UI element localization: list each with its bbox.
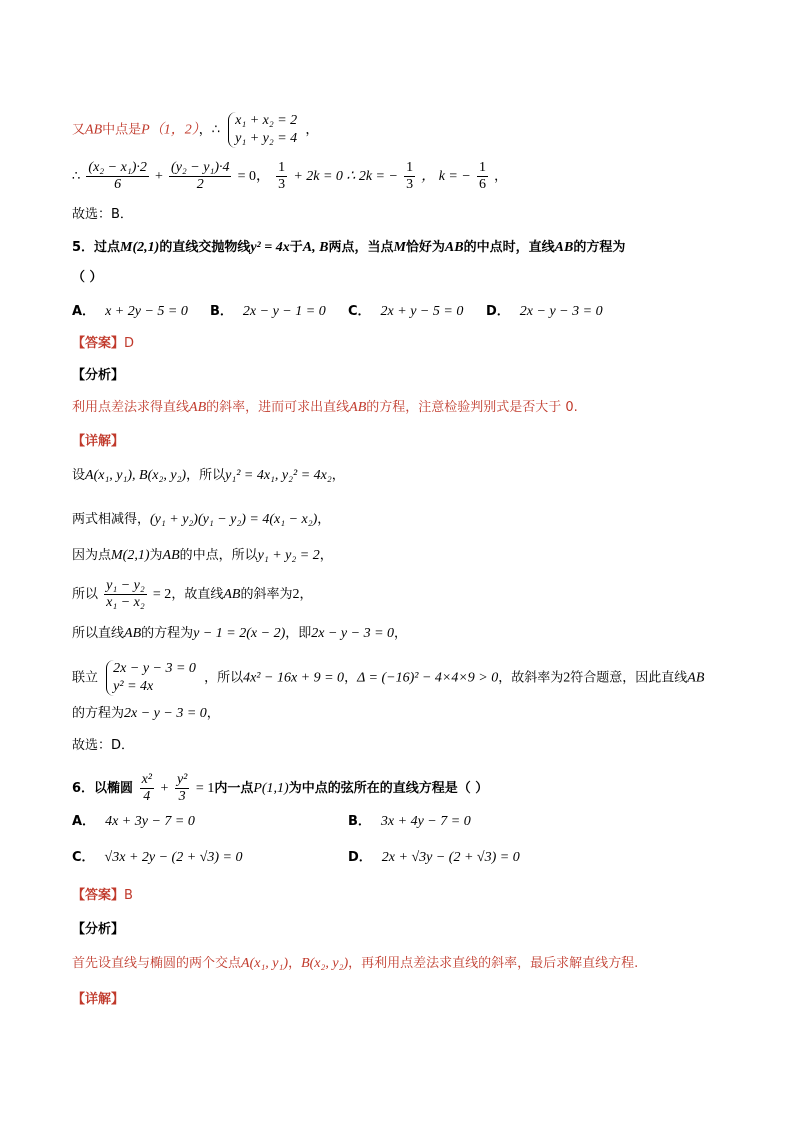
text: ，再利用点差法求直线的斜率，最后求解直线方程. <box>348 956 639 971</box>
math: AB <box>444 240 464 255</box>
option-label: B． <box>210 304 233 319</box>
option-text: 2x + √3y − (2 + √3) = 0 <box>381 850 520 865</box>
q6-option-a[interactable] <box>72 812 195 832</box>
math: A(x₁, y₁), B(x₂, y₂) <box>85 468 187 483</box>
text: ， <box>319 548 333 563</box>
math: 2x − y − 3 = 0 <box>311 626 395 641</box>
text: 的中点，所以 <box>179 548 258 563</box>
math: = 2 <box>152 587 172 602</box>
detail-tag: 【详解】 <box>72 992 125 1007</box>
text: 恰好为 <box>405 240 445 255</box>
text: ，∴ <box>198 122 220 138</box>
text: 所以 <box>72 587 99 602</box>
q5-detail-7 <box>72 704 220 724</box>
math: ， k = − <box>421 169 471 184</box>
q6-option-b[interactable] <box>348 812 471 832</box>
fraction <box>104 578 147 611</box>
text: ∴ <box>72 169 81 184</box>
option-label: D． <box>486 304 510 319</box>
option-text: x + 2y − 5 = 0 <box>105 304 188 319</box>
q5-detail-5 <box>72 624 407 644</box>
answer-tag: 【答案】 <box>72 888 125 903</box>
text: 内一点 <box>214 781 254 796</box>
plus: + <box>155 169 163 184</box>
denominator: 2 <box>196 177 204 192</box>
math: y₁ + y₂ = 2 <box>257 548 320 563</box>
q6-option-c[interactable] <box>72 848 242 868</box>
text: ， <box>494 169 508 184</box>
math: y − 1 = 2(x − 2) <box>193 626 286 641</box>
text: 为 <box>149 548 163 563</box>
text: ， <box>288 956 302 971</box>
text: ， <box>344 670 358 686</box>
fraction <box>169 160 231 193</box>
q5-choice: 故选：D． <box>72 738 135 753</box>
intro-line-2 <box>72 160 507 193</box>
q6-answer <box>72 886 133 906</box>
option-text: √3x + 2y − (2 + √3) = 0 <box>104 850 243 865</box>
q5-analysis <box>72 398 578 418</box>
math: AB <box>85 122 103 138</box>
q6-detail-tag <box>72 990 124 1010</box>
math: A(x₁, y₁) <box>241 956 289 971</box>
math: y² = 4x <box>250 240 290 255</box>
option-label: A． <box>72 304 96 319</box>
system-row: y² = 4x <box>113 679 154 694</box>
text: 为中点的弦所在的直线方程是（ ） <box>288 781 489 796</box>
denominator: 3 <box>178 789 186 804</box>
text: 两点，当点 <box>328 240 394 255</box>
q5-detail-1 <box>72 466 345 486</box>
text: ， <box>305 122 319 138</box>
math: AB <box>554 240 574 255</box>
math: 4x² − 16x + 9 = 0 <box>243 670 345 686</box>
text: ，故斜率为 <box>498 670 564 686</box>
q5-option-d[interactable] <box>486 302 603 322</box>
plus: + <box>160 781 169 796</box>
fraction <box>140 772 154 805</box>
text: ，所以 <box>204 670 244 686</box>
numerator: y² <box>176 772 188 787</box>
text: 的方程为 <box>573 240 626 255</box>
math: y₁² = 4x₁, y₂² = 4x₂ <box>225 468 332 483</box>
q5-analysis-tag <box>72 366 124 386</box>
text: 的中点时，直线 <box>463 240 555 255</box>
text: 的方程，注意检验判别式是否大于 0. <box>366 400 578 415</box>
q5-detail-tag <box>72 432 124 452</box>
system-row: x₁ + x₂ = 2 <box>235 113 298 128</box>
numerator: 1 <box>478 160 486 175</box>
text: 利用点差法求得直线 <box>72 400 190 415</box>
fraction <box>175 772 189 805</box>
math: AB <box>162 548 180 563</box>
text: ， <box>317 512 331 527</box>
math: M(2,1) <box>120 240 160 255</box>
detail-tag: 【详解】 <box>72 434 125 449</box>
math: Δ = (−16)² − 4×4×9 > 0 <box>357 670 499 686</box>
option-text: 4x + 3y − 7 = 0 <box>105 814 195 829</box>
intro-choice: 故选：B． <box>72 207 133 222</box>
answer-tag: 【答案】 <box>72 336 125 351</box>
math: 2 <box>563 670 571 686</box>
option-text: 2x − y − 1 = 0 <box>242 304 326 319</box>
numerator: y₁ − y₂ <box>106 578 145 593</box>
q5-paren: （ ） <box>72 270 103 285</box>
q5-stem <box>72 238 625 258</box>
numerator: 1 <box>278 160 286 175</box>
answer-value: D <box>124 336 135 351</box>
q5-detail-3 <box>72 546 333 566</box>
text: 首先设直线与椭圆的两个交点 <box>72 956 242 971</box>
math: B(x₂, y₂) <box>301 956 349 971</box>
math: M(2,1) <box>111 548 150 563</box>
text: 中点是 <box>102 122 142 138</box>
q6-analysis <box>72 954 638 974</box>
q5-option-c[interactable] <box>348 302 463 322</box>
math: AB <box>124 626 142 641</box>
text: 设 <box>72 468 86 483</box>
fraction <box>404 160 415 193</box>
math: + 2k = 0 ∴ 2k = − <box>293 169 398 184</box>
q5-detail-6 <box>72 660 704 696</box>
option-text: 3x + 4y − 7 = 0 <box>380 814 471 829</box>
point-p: P（1，2） <box>141 122 199 138</box>
text: 的方程为 <box>72 706 125 721</box>
math: M <box>393 240 406 255</box>
q5-option-b[interactable] <box>210 302 326 322</box>
analysis-tag: 【分析】 <box>72 922 125 937</box>
math: = 0， <box>237 169 271 184</box>
text: 6．以椭圆 <box>72 781 134 796</box>
option-text: 2x + y − 5 = 0 <box>380 304 464 319</box>
q5-option-a[interactable] <box>72 302 188 322</box>
numerator: x² <box>141 772 152 787</box>
text: ，即 <box>285 626 312 641</box>
text: 的方程为 <box>141 626 194 641</box>
option-label: B． <box>348 814 371 829</box>
text: ， <box>206 706 220 721</box>
q6-analysis-tag <box>72 920 124 940</box>
option-text: 2x − y − 3 = 0 <box>519 304 603 319</box>
equation-system <box>228 112 297 148</box>
q6-stem <box>72 772 488 805</box>
option-label: A． <box>72 814 96 829</box>
text: 因为点 <box>72 548 112 563</box>
text: ，故直线 <box>171 587 224 602</box>
denominator: 6 <box>478 177 486 192</box>
math: = 1 <box>195 781 215 796</box>
text: 的斜率，进而可求出直线 <box>206 400 350 415</box>
option-label: D． <box>348 850 372 865</box>
math: 2 <box>292 587 300 602</box>
denominator: x₁ − x₂ <box>106 595 145 610</box>
math: P(1,1) <box>253 781 289 796</box>
numerator: (y₂ − y₁)·4 <box>171 160 230 175</box>
option-label: C． <box>72 850 95 865</box>
text: 两式相减得， <box>72 512 151 527</box>
option-label: C． <box>348 304 371 319</box>
answer-value: B <box>124 888 133 903</box>
text: ， <box>299 587 313 602</box>
math: AB <box>223 587 241 602</box>
text: 符合题意，因此直线 <box>570 670 688 686</box>
equation-system <box>106 660 196 696</box>
text: 又 <box>72 122 86 138</box>
text: ， <box>331 468 345 483</box>
analysis-tag: 【分析】 <box>72 368 125 383</box>
system-row: 2x − y − 3 = 0 <box>113 661 196 676</box>
math: (y₁ + y₂)(y₁ − y₂) = 4(x₁ − x₂) <box>150 512 318 527</box>
numerator: 1 <box>406 160 414 175</box>
text: ， <box>394 626 408 641</box>
math: AB <box>349 400 367 415</box>
q5-detail-4 <box>72 578 312 611</box>
numerator: (x₂ − x₁)·2 <box>88 160 147 175</box>
text: ，所以 <box>186 468 226 483</box>
intro-line-1 <box>72 112 318 148</box>
q5-answer <box>72 334 134 354</box>
text: 的直线交抛物线 <box>159 240 251 255</box>
math: A, B <box>302 240 329 255</box>
denominator: 6 <box>114 177 122 192</box>
math: AB <box>189 400 207 415</box>
text: 于 <box>289 240 303 255</box>
denominator: 3 <box>406 177 414 192</box>
text: 的斜率为 <box>240 587 293 602</box>
q5-detail-2 <box>72 510 330 530</box>
text: 所以直线 <box>72 626 125 641</box>
text: 5．过点 <box>72 240 121 255</box>
math: 2x − y − 3 = 0 <box>124 706 207 721</box>
denominator: 3 <box>278 177 286 192</box>
fraction <box>86 160 148 193</box>
math: AB <box>687 670 705 686</box>
denominator: 4 <box>143 789 151 804</box>
fraction <box>276 160 287 193</box>
system-row: y₁ + y₂ = 4 <box>235 131 298 146</box>
q6-option-d[interactable] <box>348 848 520 868</box>
fraction <box>477 160 488 193</box>
text: 联立 <box>72 670 99 686</box>
